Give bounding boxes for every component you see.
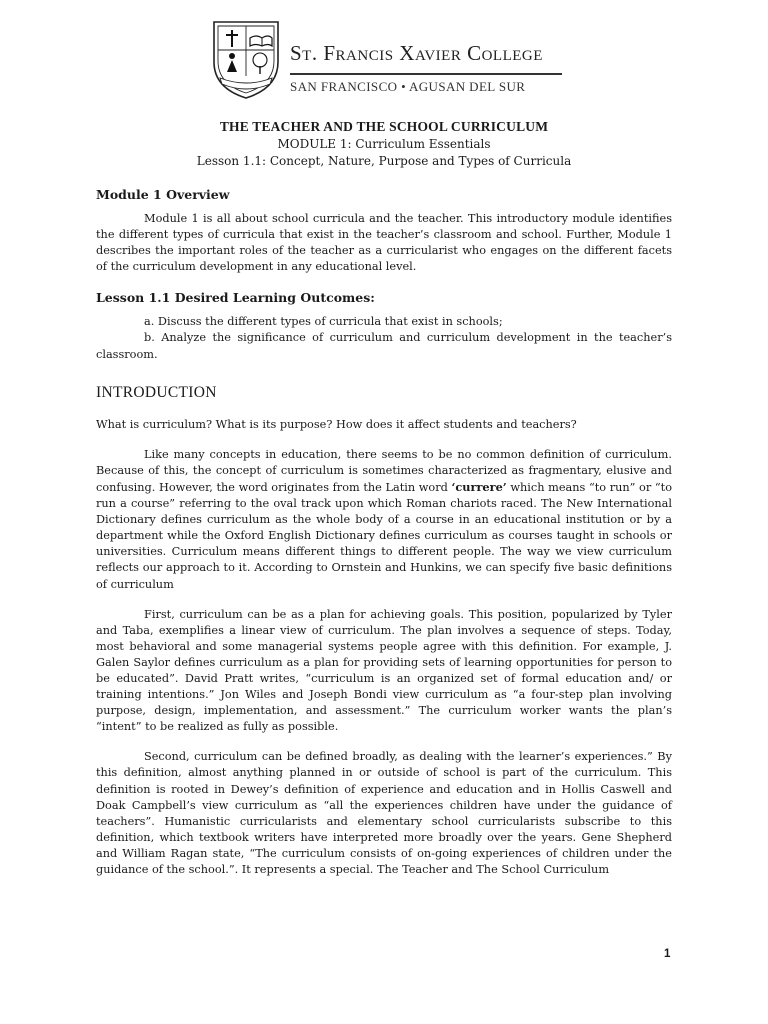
outcome-item: b. Analyze the significance of curriculum and curriculum development in the teacher’s classroom.: [96, 331, 672, 361]
document-body: [96, 118, 672, 878]
intro-paragraph-1: [96, 447, 672, 593]
overview-paragraph: Module 1 is all about school curricula and the teacher. This introductory module identifies the different types of curricula that exist in the teacher’s classroom and school. Further, Module 1 describes the important roles of the teacher as a curricularist who engages on the different facets of the curriculum development in any educational level.: [96, 212, 672, 274]
title-block: [96, 118, 672, 170]
introduction-heading: INTRODUCTION: [96, 383, 217, 401]
page-header: [210, 16, 570, 104]
college-address: SAN FRANCISCO • AGUSAN DEL SUR: [290, 79, 526, 94]
page-number: 1: [664, 948, 671, 960]
latin-term: ‘currere’: [451, 479, 507, 494]
paragraph-text: Like many concepts in education, there seems to be no common definition of curriculum. Because of this, the concept of curriculum is sometimes characterized as fragmentary, elusive and confusing. However, the word originates from the Latin word: [96, 447, 672, 494]
intro-paragraph-2: First, curriculum can be as a plan for achieving goals. This position, popularized by Tyler and Taba, exemplifies a linear view of curriculum. The plan involves a sequence of steps. Today, most behavioral and some managerial systems people agree with this definition. For example, J. Galen Saylor defines curriculum as a plan for providing sets of learning opportunities for person to be educated”. David Pratt writes, “curriculum is an organized set of formal education and/ or training intentions.” Jon Wiles and Joseph Bondi view curriculum as “a four-step plan involving purpose, design, implementation, and assessment.” The curriculum worker wants the plan’s “intent” to be realized as fully as possible.: [96, 607, 672, 734]
intro-question: What is curriculum? What is its purpose? How does it affect students and teachers?: [96, 417, 577, 431]
outcome-item: a. Discuss the different types of curricula that exist in schools;: [144, 315, 503, 329]
paragraph-text: which means “to run” or “to run a course” referring to the oval track upon which Roman chariots raced. The New International Dictionary defines curriculum as the whole body of a course in an educational institution or by a department while the Oxford English Dictionary defines curriculum as courses taught in schools or universities. Curriculum means different things to different people. The way we view curriculum reflects our approach to it. According to Ornstein and Hunkins, we can specify five basic definitions of curriculum: [96, 480, 672, 591]
lesson-title: Lesson 1.1: Concept, Nature, Purpose and Types of Curricula: [196, 154, 572, 168]
college-seal-icon: [210, 16, 282, 100]
college-name: St. Francis Xavier College: [290, 41, 543, 65]
header-divider: [290, 73, 562, 75]
overview-heading: Module 1 Overview: [96, 187, 230, 202]
intro-paragraph-3: Second, curriculum can be defined broadly, as dealing with the learner’s experiences.” By this definition, almost anything planned in or outside of school is part of the curriculum. This definition is rooted in Dewey’s definition of experience and education and in Hollis Caswell and Doak Campbell’s view curriculum as “all the experiences children have under the guidance of teachers”. Humanistic curricularists and elementary school curricularists subscribe to this definition, which textbook writers have interpreted more broadly over the years. Gene Shepherd and William Ragan state, “The curriculum consists of on-going experiences of children under the guidance of the school.”. It represents a special. The Teacher and The School Curriculum: [96, 750, 672, 876]
document-title: THE TEACHER AND THE SCHOOL CURRICULUM: [219, 119, 549, 134]
module-title: MODULE 1: Curriculum Essentials: [277, 137, 491, 151]
outcomes-heading: Lesson 1.1 Desired Learning Outcomes:: [96, 290, 375, 306]
